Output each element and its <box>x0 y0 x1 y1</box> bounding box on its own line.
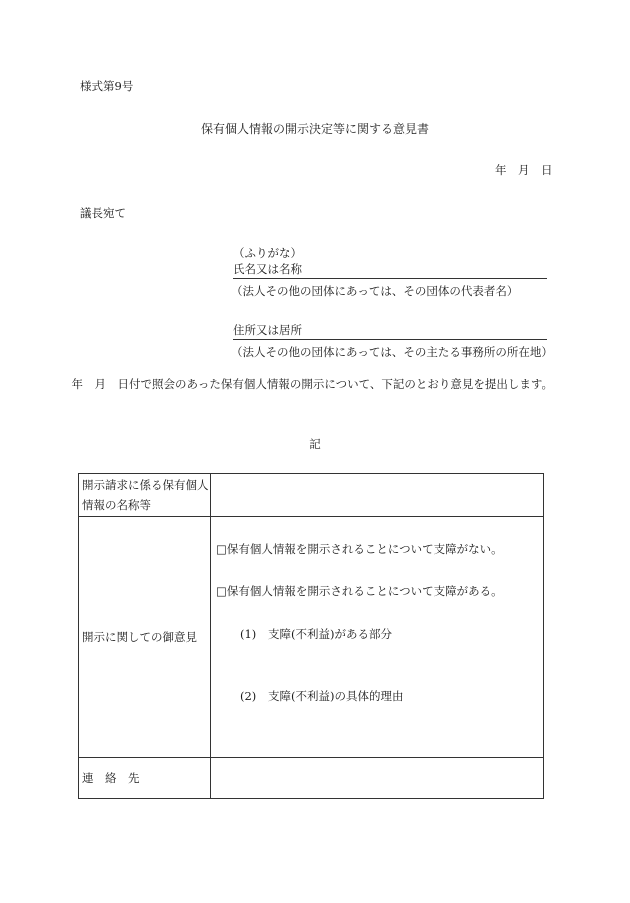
address-field[interactable] <box>233 322 547 340</box>
row-label-opinion: 開示に関しての御意見 <box>79 517 211 758</box>
ki-heading: 記 <box>309 437 321 451</box>
sub-item-specific-reason <box>240 688 403 704</box>
sub-item-text: 支障(不利益)がある部分 <box>268 627 392 641</box>
row-label-contact: 連 絡 先 <box>79 758 211 799</box>
sub-item-text: 支障(不利益)の具体的理由 <box>268 689 404 703</box>
name-label: 氏名又は名称 <box>233 262 302 276</box>
address-note: （法人その他の団体にあっては、その主たる事務所の所在地） <box>231 345 553 359</box>
option-no-objection[interactable]: □保有個人情報を開示されることについて支障がない。 <box>216 542 503 556</box>
body-paragraph: 年 月 日付で照会のあった保有個人情報の開示について、下記のとおり意見を提出します。 <box>60 377 553 391</box>
address-label: 住所又は居所 <box>233 323 302 337</box>
row-label-info-name: 開示請求に係る保有個人情報の名称等 <box>79 474 211 517</box>
sub-item-number: (1) <box>240 627 257 641</box>
form-number: 様式第9号 <box>80 79 134 93</box>
contact-cell[interactable] <box>211 758 544 799</box>
document-title: 保有個人情報の開示決定等に関する意見書 <box>200 122 429 136</box>
option-objection[interactable]: □保有個人情報を開示されることについて支障がある。 <box>216 584 503 598</box>
furigana-label: （ふりがな） <box>233 246 302 260</box>
table-row <box>79 758 544 799</box>
info-name-cell[interactable] <box>211 474 544 517</box>
date-line: 年 月 日 <box>495 163 553 177</box>
sub-item-number: (2) <box>240 689 257 703</box>
name-field[interactable] <box>233 261 547 279</box>
addressee: 議長宛て <box>80 206 126 220</box>
name-note: （法人その他の団体にあっては、その団体の代表者名） <box>231 284 519 298</box>
sub-item-affected-part <box>240 626 392 642</box>
table-row <box>79 474 544 517</box>
